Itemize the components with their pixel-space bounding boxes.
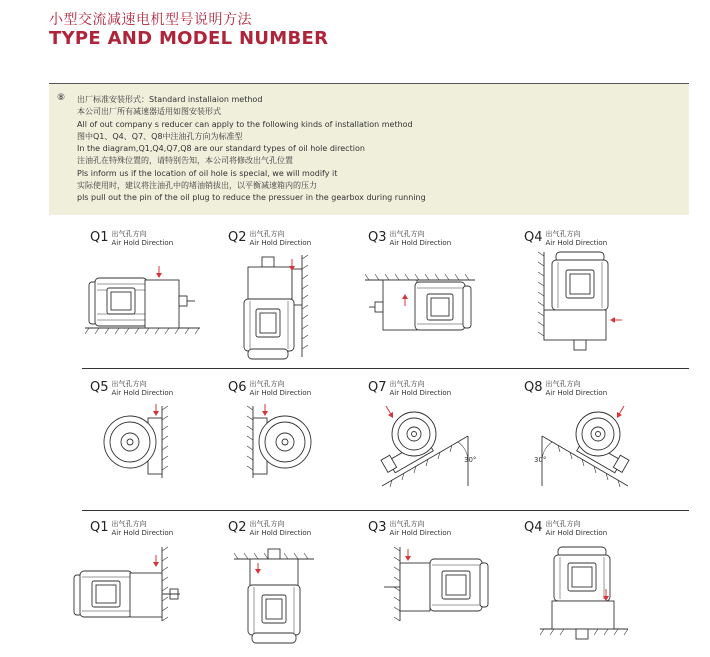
figure-label-q7: $^{Q7}$ 出气孔方向 Air Hold Direction xyxy=(368,380,452,397)
motor-diagram-q8 xyxy=(528,400,643,490)
motor-diagram-q2 xyxy=(240,255,320,365)
motor-diagram-q1 xyxy=(85,262,205,342)
note-line: pls pull out the pin of the oil plug to reduce the pressuer in the gearbox during running xyxy=(77,193,426,203)
figure-label-q8: $^{Q8}$ 出气孔方向 Air Hold Direction xyxy=(524,380,608,397)
motor-diagram-q3 xyxy=(365,268,485,343)
note-line: 出厂标准安装形式：Standard installaion method xyxy=(77,95,263,104)
motor-diagram-q4 xyxy=(538,250,628,360)
motor-diagram-q7 xyxy=(368,400,483,490)
figure-label-q2: $^{Q2}$ 出气孔方向 Air Hold Direction xyxy=(228,230,312,247)
note-line: In the diagram,Q1,Q4,Q7,Q8 are our standard types of oil hole direction xyxy=(77,144,365,154)
figure-label-q1: $^{Q1}$ 出气孔方向 Air Hold Direction xyxy=(90,230,174,247)
note-line: 实际使用时，建议将注油孔中的堵油销拔出，以平衡减速箱内的压力 xyxy=(77,181,317,191)
figure-label-q3-alt: $^{Q3}$ 出气孔方向 Air Hold Direction xyxy=(368,520,452,537)
note-line: 注油孔在特殊位置的，请特别告知，本公司将修改出气孔位置 xyxy=(77,156,293,166)
note-line: Pls inform us if the location of oil hole is special, we will modify it xyxy=(77,168,338,178)
page-title-cn: 小型交流减速电机型号说明方法 xyxy=(49,12,252,28)
motor-diagram-q1-alt xyxy=(70,545,190,625)
figure-label-q4: $^{Q4}$ 出气孔方向 Air Hold Direction xyxy=(524,230,608,247)
page-title-en: TYPE AND MODEL NUMBER xyxy=(49,28,329,49)
figure-label-q3: $^{Q3}$ 出气孔方向 Air Hold Direction xyxy=(368,230,452,247)
figure-label-q4-alt: $^{Q4}$ 出气孔方向 Air Hold Direction xyxy=(524,520,608,537)
motor-diagram-q2-alt xyxy=(232,545,322,650)
figure-label-q1-alt: $^{Q1}$ 出气孔方向 Air Hold Direction xyxy=(90,520,174,537)
figure-label-q6: $^{Q6}$ 出气孔方向 Air Hold Direction xyxy=(228,380,312,397)
motor-diagram-q4-alt xyxy=(538,545,633,650)
motor-diagram-q3-alt xyxy=(378,545,498,625)
motor-diagram-q6 xyxy=(245,402,325,482)
note-line: 本公司出厂所有减速器适用如图安装形式 xyxy=(77,107,221,117)
angle-label: 30° xyxy=(534,456,547,464)
figure-label-q5: $^{Q5}$ 出气孔方向 Air Hold Direction xyxy=(90,380,174,397)
row-separator xyxy=(82,510,689,511)
note-marker: ⑧ xyxy=(57,93,66,103)
note-line: All of out company s reducer can apply to the following kinds of installation method xyxy=(77,119,413,129)
motor-diagram-q5 xyxy=(100,402,180,482)
row-separator xyxy=(82,368,689,369)
note-line: 图中Q1、Q4、Q7、Q8中注油孔方向为标准型 xyxy=(77,131,243,141)
figure-label-q2-alt: $^{Q2}$ 出气孔方向 Air Hold Direction xyxy=(228,520,312,537)
installation-note-box xyxy=(49,83,689,215)
note-lines xyxy=(77,94,426,205)
angle-label: 30° xyxy=(464,456,477,464)
